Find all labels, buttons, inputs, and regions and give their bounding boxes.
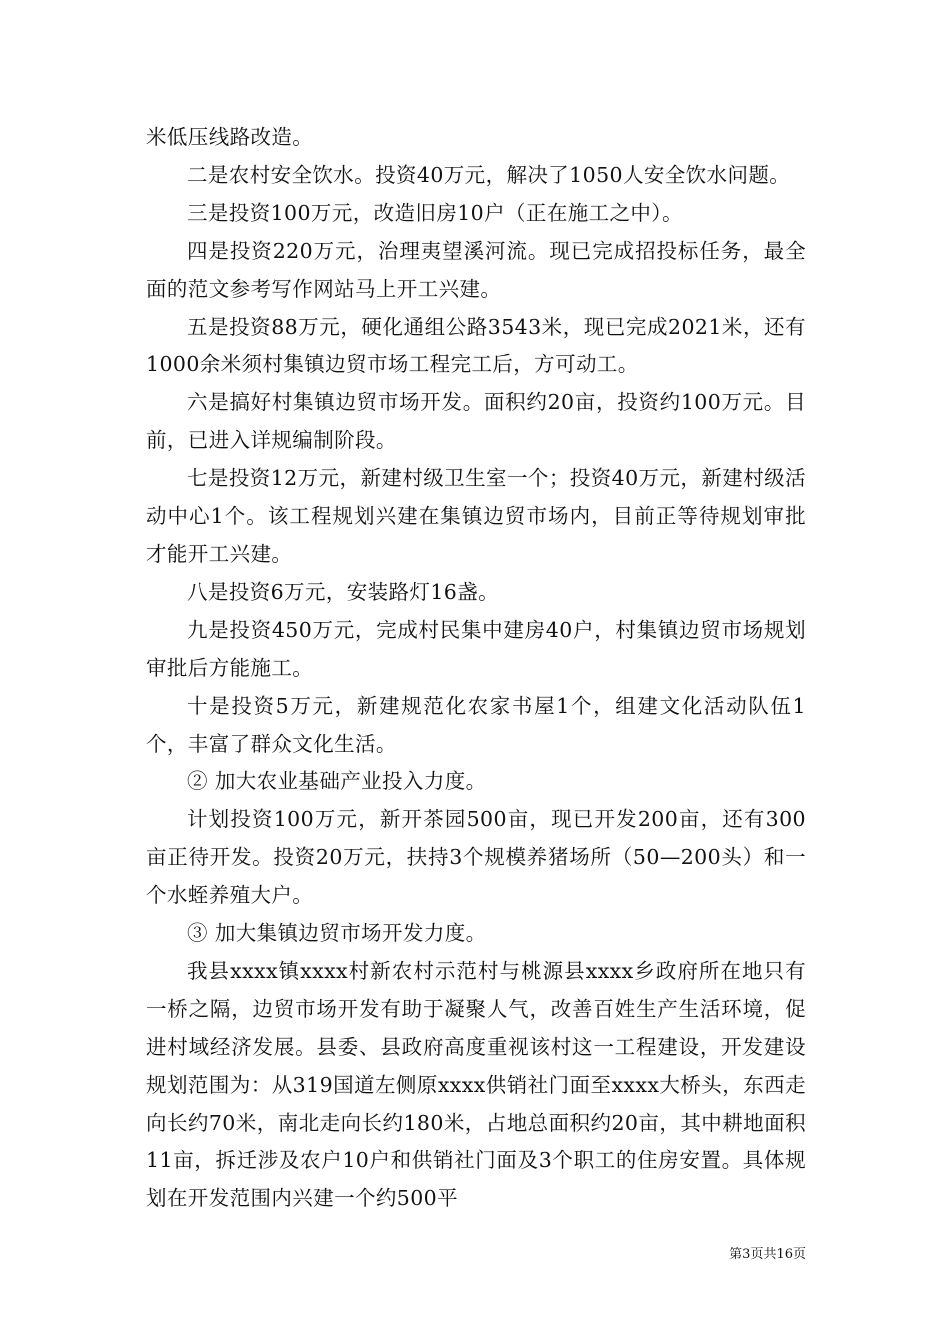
paragraph-2: 二是农村安全饮水。投资40万元，解决了1050人安全饮水问题。 [187,162,791,187]
paragraph-8: 八是投资6万元，安装路灯16盏。 [187,579,500,604]
page-number-footer: 第3页共16页 [729,1247,806,1262]
paragraph-3: 三是投资100万元，改造旧房10户（正在施工之中）。 [187,200,683,225]
paragraph-1: 米低压线路改造。 [146,125,314,149]
paragraph-6: 六是搞好村集镇边贸市场开发。面积约20亩，投资约100万元。目前，已进入详规编制阶段。 [146,390,806,453]
paragraph-9: 九是投资450万元，完成村民集中建房40户，村集镇边贸市场规划审批后方能施工。 [146,617,806,680]
paragraph-7: 七是投资12万元，新建村级卫生室一个；投资40万元，新建村级活动中心1个。该工程规划兴建在集镇边贸市场内，目前正等待规划审批才能开工兴建。 [146,466,806,566]
paragraph-5: 五是投资88万元，硬化通组公路3543米，现已完成2021米，还有1000余米须村集镇边贸市场工程完工后，方可动工。 [146,314,806,377]
section-heading-2: ② 加大农业基础产业投入力度。 [187,769,487,794]
paragraph-10: 十是投资5万元，新建规范化农家书屋1个，组建文化活动队伍1个，丰富了群众文化生活。 [146,693,806,756]
paragraph-4: 四是投资220万元，治理夷望溪河流。现已完成招投标任务，最全面的范文参考写作网站马上开工兴建。 [146,238,806,301]
document-body [146,119,806,1218]
section-heading-3: ③ 加大集镇边贸市场开发力度。 [187,921,487,946]
paragraph-14: 我县xxxx镇xxxx村新农村示范村与桃源县xxxx乡政府所在地只有一桥之隔，边贸市场开发有助于凝聚人气，改善百姓生产生活环境，促进村域经济发展。县委、县政府高度重视该村这一工程建设，开发建设规划范围为：从319国道左侧原xxxx供销社门面至xxxx大桥头，东西走向长约70米，南北走向长约180米，占地总面积约20亩，其中耕地面积11亩，拆迁涉及农户10户和供销社门面及3个职工的住房安置。具体规划在开发范围内兴建一个约500平 [146,958,806,1211]
paragraph-12: 计划投资100万元，新开茶园500亩，现已开发200亩，还有300亩正待开发。投资20万元，扶持3个规模养猪场所（50—200头）和一个水蛭养殖大户。 [146,807,806,908]
